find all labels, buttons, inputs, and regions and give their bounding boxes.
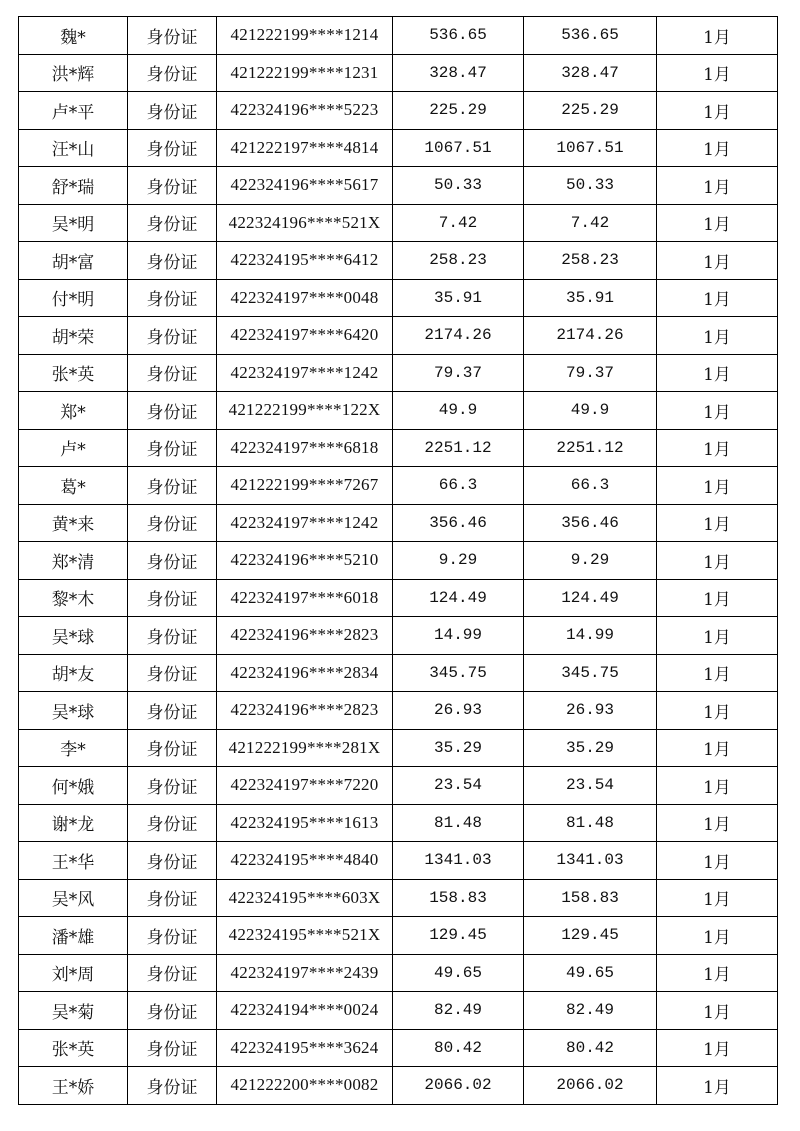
table-body	[19, 17, 778, 1105]
table-row	[19, 167, 778, 205]
amount-cell: 225.29	[393, 92, 524, 130]
id-number-cell: 422324196****2834	[217, 654, 393, 692]
id-number-cell: 422324197****1242	[217, 504, 393, 542]
amount-paid-cell: 23.54	[524, 767, 657, 805]
amount-cell: 66.3	[393, 467, 524, 505]
amount-paid-cell: 129.45	[524, 917, 657, 955]
id-type-cell: 身份证	[128, 617, 217, 655]
amount-cell: 1067.51	[393, 129, 524, 167]
id-type-cell: 身份证	[128, 204, 217, 242]
id-number-cell: 422324196****521X	[217, 204, 393, 242]
id-number-cell: 421222199****1214	[217, 17, 393, 55]
table-row	[19, 354, 778, 392]
table-row	[19, 429, 778, 467]
month-cell: 1月	[657, 992, 778, 1030]
table-row	[19, 992, 778, 1030]
name-cell: 黎*木	[19, 579, 128, 617]
amount-cell: 26.93	[393, 692, 524, 730]
month-cell: 1月	[657, 542, 778, 580]
id-number-cell: 422324196****5223	[217, 92, 393, 130]
amount-paid-cell: 1341.03	[524, 842, 657, 880]
id-type-cell: 身份证	[128, 129, 217, 167]
id-number-cell: 422324195****521X	[217, 917, 393, 955]
month-cell: 1月	[657, 392, 778, 430]
amount-cell: 23.54	[393, 767, 524, 805]
table-row	[19, 54, 778, 92]
amount-cell: 1341.03	[393, 842, 524, 880]
id-type-cell: 身份证	[128, 429, 217, 467]
table-row	[19, 1029, 778, 1067]
month-cell: 1月	[657, 1067, 778, 1105]
amount-paid-cell: 50.33	[524, 167, 657, 205]
id-type-cell: 身份证	[128, 917, 217, 955]
id-number-cell: 422324196****5617	[217, 167, 393, 205]
amount-paid-cell: 2066.02	[524, 1067, 657, 1105]
id-number-cell: 422324197****2439	[217, 954, 393, 992]
id-type-cell: 身份证	[128, 992, 217, 1030]
amount-cell: 158.83	[393, 879, 524, 917]
id-type-cell: 身份证	[128, 17, 217, 55]
amount-cell: 14.99	[393, 617, 524, 655]
month-cell: 1月	[657, 879, 778, 917]
amount-cell: 35.91	[393, 279, 524, 317]
amount-paid-cell: 158.83	[524, 879, 657, 917]
data-table	[18, 16, 778, 1105]
name-cell: 潘*雄	[19, 917, 128, 955]
name-cell: 胡*富	[19, 242, 128, 280]
amount-cell: 80.42	[393, 1029, 524, 1067]
month-cell: 1月	[657, 167, 778, 205]
id-number-cell: 422324194****0024	[217, 992, 393, 1030]
name-cell: 郑*清	[19, 542, 128, 580]
table-row	[19, 617, 778, 655]
amount-paid-cell: 2251.12	[524, 429, 657, 467]
table-row	[19, 17, 778, 55]
amount-paid-cell: 356.46	[524, 504, 657, 542]
id-number-cell: 421222199****1231	[217, 54, 393, 92]
month-cell: 1月	[657, 92, 778, 130]
table-row	[19, 917, 778, 955]
name-cell: 郑*	[19, 392, 128, 430]
table-row	[19, 842, 778, 880]
id-number-cell: 422324197****6818	[217, 429, 393, 467]
amount-paid-cell: 2174.26	[524, 317, 657, 355]
name-cell: 胡*友	[19, 654, 128, 692]
table-row	[19, 467, 778, 505]
name-cell: 付*明	[19, 279, 128, 317]
amount-cell: 356.46	[393, 504, 524, 542]
amount-paid-cell: 80.42	[524, 1029, 657, 1067]
id-number-cell: 422324195****3624	[217, 1029, 393, 1067]
month-cell: 1月	[657, 204, 778, 242]
month-cell: 1月	[657, 242, 778, 280]
amount-paid-cell: 14.99	[524, 617, 657, 655]
id-number-cell: 422324197****1242	[217, 354, 393, 392]
id-type-cell: 身份证	[128, 842, 217, 880]
id-number-cell: 421222199****7267	[217, 467, 393, 505]
table-row	[19, 242, 778, 280]
id-number-cell: 422324195****1613	[217, 804, 393, 842]
table-row	[19, 954, 778, 992]
id-number-cell: 421222197****4814	[217, 129, 393, 167]
name-cell: 魏*	[19, 17, 128, 55]
name-cell: 吴*球	[19, 692, 128, 730]
amount-paid-cell: 1067.51	[524, 129, 657, 167]
amount-paid-cell: 345.75	[524, 654, 657, 692]
name-cell: 吴*明	[19, 204, 128, 242]
month-cell: 1月	[657, 129, 778, 167]
id-number-cell: 422324195****4840	[217, 842, 393, 880]
id-type-cell: 身份证	[128, 692, 217, 730]
id-number-cell: 422324196****2823	[217, 692, 393, 730]
id-number-cell: 422324197****6018	[217, 579, 393, 617]
name-cell: 谢*龙	[19, 804, 128, 842]
id-number-cell: 421222200****0082	[217, 1067, 393, 1105]
amount-cell: 2174.26	[393, 317, 524, 355]
amount-cell: 328.47	[393, 54, 524, 92]
id-number-cell: 422324197****6420	[217, 317, 393, 355]
name-cell: 李*	[19, 729, 128, 767]
month-cell: 1月	[657, 954, 778, 992]
id-type-cell: 身份证	[128, 654, 217, 692]
id-type-cell: 身份证	[128, 879, 217, 917]
name-cell: 何*娥	[19, 767, 128, 805]
table-row	[19, 92, 778, 130]
amount-paid-cell: 49.65	[524, 954, 657, 992]
table-row	[19, 279, 778, 317]
amount-cell: 79.37	[393, 354, 524, 392]
name-cell: 张*英	[19, 354, 128, 392]
id-type-cell: 身份证	[128, 767, 217, 805]
amount-cell: 35.29	[393, 729, 524, 767]
amount-cell: 536.65	[393, 17, 524, 55]
name-cell: 葛*	[19, 467, 128, 505]
name-cell: 王*华	[19, 842, 128, 880]
month-cell: 1月	[657, 354, 778, 392]
id-number-cell: 422324197****0048	[217, 279, 393, 317]
name-cell: 黄*来	[19, 504, 128, 542]
amount-cell: 50.33	[393, 167, 524, 205]
id-type-cell: 身份证	[128, 1067, 217, 1105]
amount-paid-cell: 536.65	[524, 17, 657, 55]
month-cell: 1月	[657, 467, 778, 505]
table-row	[19, 1067, 778, 1105]
id-type-cell: 身份证	[128, 92, 217, 130]
id-type-cell: 身份证	[128, 804, 217, 842]
name-cell: 张*英	[19, 1029, 128, 1067]
month-cell: 1月	[657, 579, 778, 617]
name-cell: 吴*球	[19, 617, 128, 655]
amount-cell: 9.29	[393, 542, 524, 580]
id-number-cell: 422324195****6412	[217, 242, 393, 280]
id-number-cell: 422324197****7220	[217, 767, 393, 805]
amount-cell: 124.49	[393, 579, 524, 617]
amount-cell: 2251.12	[393, 429, 524, 467]
name-cell: 卢*	[19, 429, 128, 467]
amount-paid-cell: 26.93	[524, 692, 657, 730]
month-cell: 1月	[657, 842, 778, 880]
name-cell: 刘*周	[19, 954, 128, 992]
id-type-cell: 身份证	[128, 392, 217, 430]
month-cell: 1月	[657, 429, 778, 467]
amount-cell: 49.9	[393, 392, 524, 430]
amount-paid-cell: 328.47	[524, 54, 657, 92]
month-cell: 1月	[657, 1029, 778, 1067]
month-cell: 1月	[657, 617, 778, 655]
table-row	[19, 804, 778, 842]
amount-cell: 129.45	[393, 917, 524, 955]
id-number-cell: 422324196****5210	[217, 542, 393, 580]
month-cell: 1月	[657, 17, 778, 55]
id-number-cell: 421222199****122X	[217, 392, 393, 430]
amount-paid-cell: 79.37	[524, 354, 657, 392]
id-type-cell: 身份证	[128, 317, 217, 355]
id-type-cell: 身份证	[128, 279, 217, 317]
month-cell: 1月	[657, 692, 778, 730]
id-type-cell: 身份证	[128, 729, 217, 767]
table-row	[19, 579, 778, 617]
amount-paid-cell: 35.29	[524, 729, 657, 767]
id-type-cell: 身份证	[128, 242, 217, 280]
amount-cell: 258.23	[393, 242, 524, 280]
amount-paid-cell: 49.9	[524, 392, 657, 430]
id-number-cell: 421222199****281X	[217, 729, 393, 767]
id-number-cell: 422324196****2823	[217, 617, 393, 655]
amount-paid-cell: 82.49	[524, 992, 657, 1030]
amount-paid-cell: 225.29	[524, 92, 657, 130]
month-cell: 1月	[657, 279, 778, 317]
name-cell: 胡*荣	[19, 317, 128, 355]
id-type-cell: 身份证	[128, 354, 217, 392]
name-cell: 卢*平	[19, 92, 128, 130]
id-type-cell: 身份证	[128, 167, 217, 205]
amount-cell: 2066.02	[393, 1067, 524, 1105]
table-row	[19, 317, 778, 355]
table-row	[19, 879, 778, 917]
name-cell: 吴*菊	[19, 992, 128, 1030]
id-type-cell: 身份证	[128, 954, 217, 992]
month-cell: 1月	[657, 654, 778, 692]
amount-paid-cell: 35.91	[524, 279, 657, 317]
name-cell: 洪*辉	[19, 54, 128, 92]
id-number-cell: 422324195****603X	[217, 879, 393, 917]
amount-paid-cell: 7.42	[524, 204, 657, 242]
month-cell: 1月	[657, 767, 778, 805]
id-type-cell: 身份证	[128, 579, 217, 617]
table-row	[19, 729, 778, 767]
amount-paid-cell: 124.49	[524, 579, 657, 617]
month-cell: 1月	[657, 729, 778, 767]
table-row	[19, 542, 778, 580]
table-row	[19, 204, 778, 242]
amount-cell: 345.75	[393, 654, 524, 692]
amount-paid-cell: 66.3	[524, 467, 657, 505]
month-cell: 1月	[657, 917, 778, 955]
amount-cell: 7.42	[393, 204, 524, 242]
amount-cell: 82.49	[393, 992, 524, 1030]
month-cell: 1月	[657, 504, 778, 542]
name-cell: 王*娇	[19, 1067, 128, 1105]
month-cell: 1月	[657, 317, 778, 355]
table-row	[19, 392, 778, 430]
id-type-cell: 身份证	[128, 542, 217, 580]
amount-cell: 49.65	[393, 954, 524, 992]
table-row	[19, 692, 778, 730]
amount-cell: 81.48	[393, 804, 524, 842]
amount-paid-cell: 9.29	[524, 542, 657, 580]
name-cell: 吴*风	[19, 879, 128, 917]
table-row	[19, 654, 778, 692]
month-cell: 1月	[657, 804, 778, 842]
table-row	[19, 767, 778, 805]
id-type-cell: 身份证	[128, 54, 217, 92]
id-type-cell: 身份证	[128, 1029, 217, 1067]
table-row	[19, 504, 778, 542]
name-cell: 汪*山	[19, 129, 128, 167]
month-cell: 1月	[657, 54, 778, 92]
name-cell: 舒*瑞	[19, 167, 128, 205]
amount-paid-cell: 81.48	[524, 804, 657, 842]
id-type-cell: 身份证	[128, 467, 217, 505]
id-type-cell: 身份证	[128, 504, 217, 542]
amount-paid-cell: 258.23	[524, 242, 657, 280]
table-row	[19, 129, 778, 167]
